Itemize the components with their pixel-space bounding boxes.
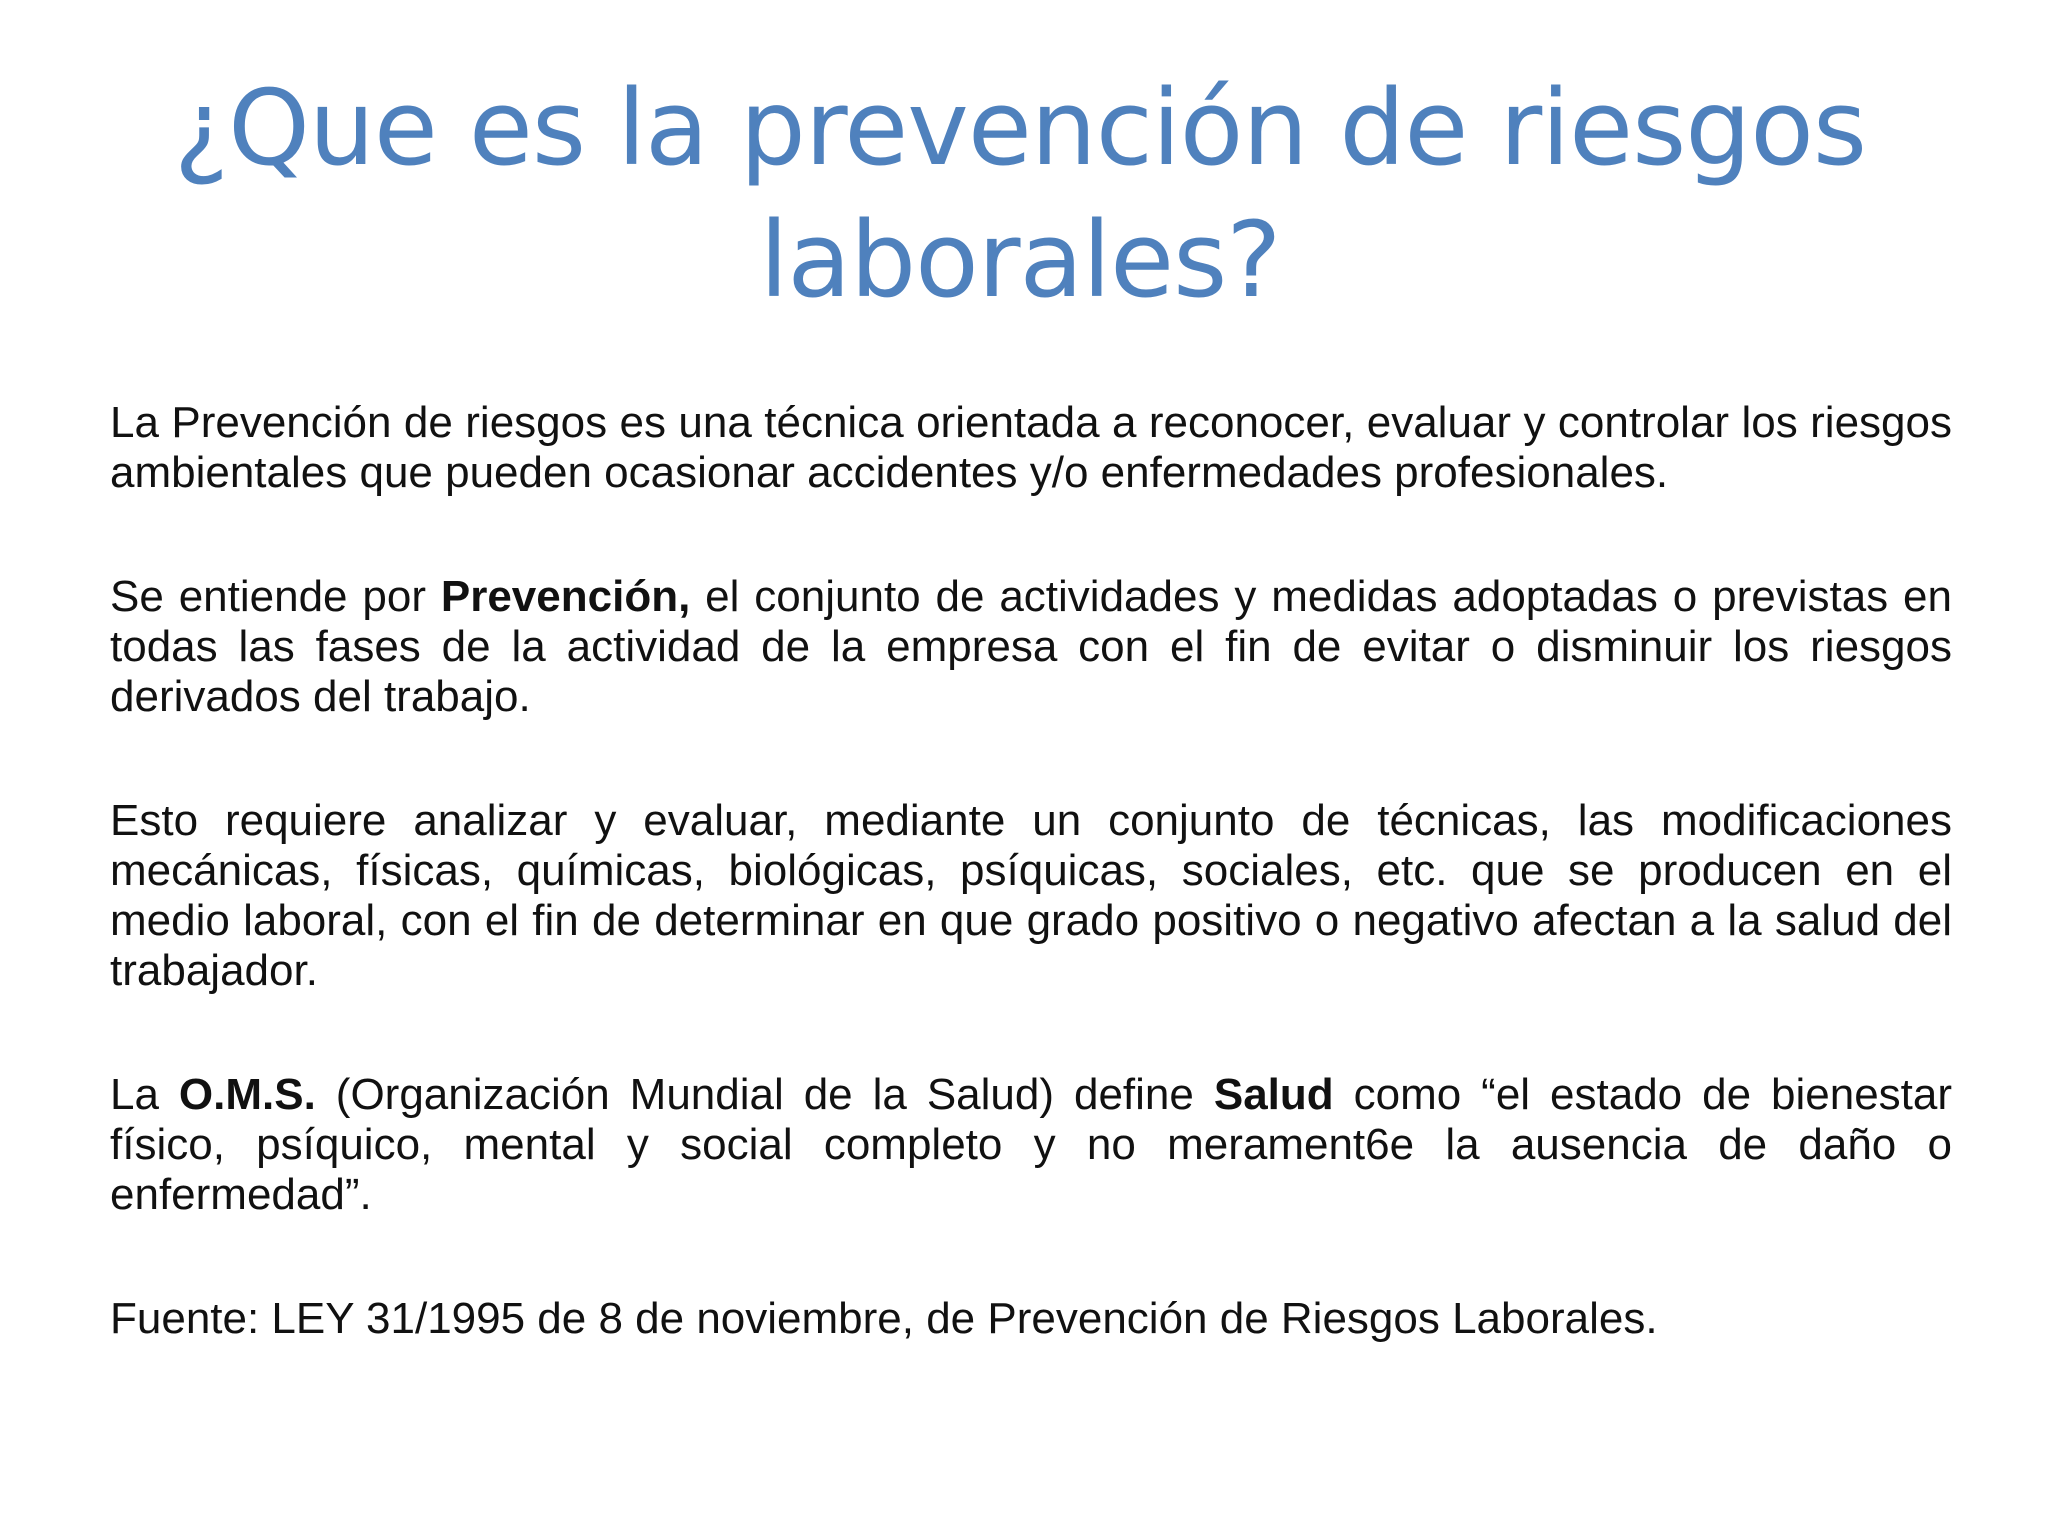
source-citation: Fuente: LEY 31/1995 de 8 de noviembre, de Prevención de Riesgos Laborales. xyxy=(110,1294,1658,1343)
slide-body xyxy=(110,398,1952,1344)
oms-term: O.M.S. xyxy=(178,1070,316,1119)
paragraph-health-text: como “el estado de bienestar físico, psíquico, mental y social completo y no merament6e la ausencia de daño o enfermedad”. xyxy=(110,1070,1953,1219)
paragraph-health xyxy=(110,1070,1952,1220)
paragraph-definition: La Prevención de riesgos es una técnica orientada a reconocer, evaluar y controlar los riesgos ambientales que pueden ocasionar accidentes y/o enfermedades profesionales. xyxy=(110,398,1952,497)
prevention-term: Prevención, xyxy=(440,572,691,621)
health-term: Salud xyxy=(1213,1070,1334,1119)
paragraph-health-intro: La xyxy=(110,1070,179,1119)
paragraph-prevention-intro: Se entiende por xyxy=(110,572,441,621)
paragraph-analysis: Esto requiere analizar y evaluar, mediante un conjunto de técnicas, las modificaciones mecánicas, físicas, químicas, biológicas, psíquicas, sociales, etc. que se producen en el medio laboral, con el fin de determinar en que grado positivo o negativo afectan a la salud del trabajador. xyxy=(110,796,1952,995)
paragraph-health-middle: (Organización Mundial de la Salud) define xyxy=(315,1070,1214,1119)
paragraph-prevention xyxy=(110,572,1952,722)
paragraph-prevention-text: el conjunto de actividades y medidas adoptadas o previstas en todas las fases de la actividad de la empresa con el fin de evitar o disminuir los riesgos derivados del trabajo. xyxy=(110,572,1952,721)
slide-title: ¿Que es la prevención de riesgos laborales? xyxy=(173,67,1867,321)
